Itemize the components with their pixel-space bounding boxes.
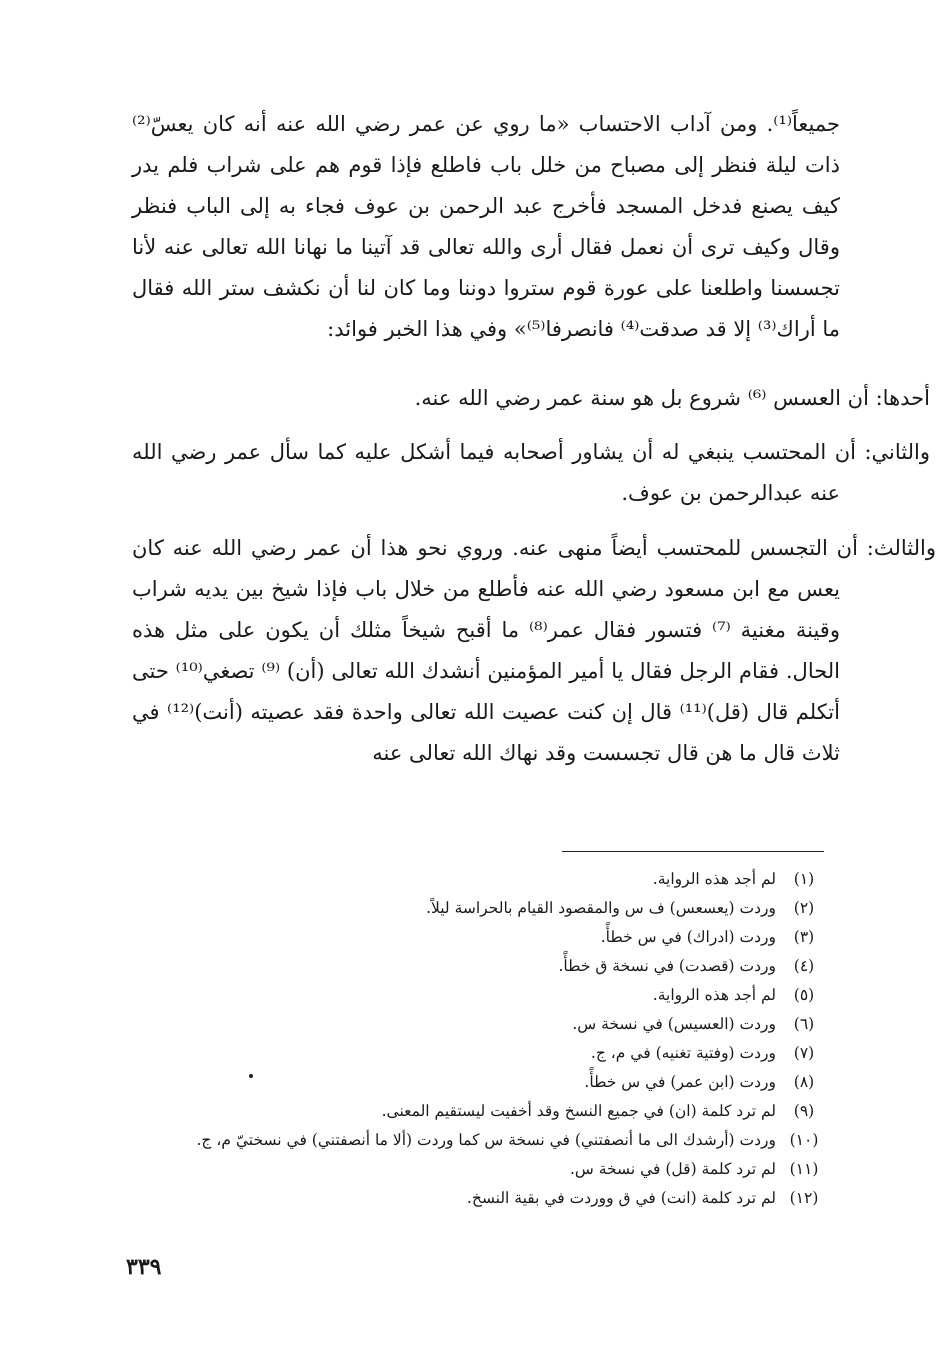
footnote-item — [120, 957, 832, 986]
footnote-number: (١١) — [789, 1160, 819, 1178]
footnote-text: وردت (ابن عمر) في س خطأً. — [584, 1073, 776, 1091]
intro-paragraph: جميعاً⁽¹⁾. ومن آداب الاحتساب «ما روي عن عمر رضي الله عنه أنه كان يعسّ⁽²⁾ ذات ليلة فنظر إلى مصباح من خلل باب فاطلع فإذا قوم هم على شراب فلم يدر كيف يصنع فدخل المسجد فأخرج عبد الرحمن بن عوف فجاء به إلى الباب فنظر وقال وكيف ترى أن نعمل فقال أرى والله تعالى قد آتينا ما نهانا الله تعالى عنه لأنا تجسسنا واطلعنا على عورة قوم ستروا دوننا وما كان لنا أن نكشف ستر الله فقال ما أراك⁽³⁾ إلا قد صدقت⁽⁴⁾ فانصرفا⁽⁵⁾» وفي هذا الخبر فوائد: — [132, 112, 840, 341]
footnote-item — [120, 1102, 832, 1131]
footnote-number: (٩) — [793, 1102, 815, 1120]
footnote-number: (١٢) — [789, 1189, 819, 1207]
footnote-text: لم أجد هذه الرواية. — [652, 986, 776, 1004]
stray-mark — [249, 1074, 253, 1078]
page-number: ٣٣٩ — [126, 1254, 162, 1280]
footnote-text: وردت (يعسعس) ف س والمقصود القيام بالحراسة ليلاً. — [426, 899, 776, 917]
footnote-text: وردت (العسيس) في نسخة س. — [572, 1015, 776, 1033]
footnote-item — [120, 1044, 832, 1073]
footnote-text: وردت (وفتية تغنيه) في م، ج. — [590, 1044, 776, 1062]
footnote-number: (٢) — [793, 899, 815, 917]
footnote-item — [120, 1160, 832, 1189]
footnote-number: (١٠) — [789, 1131, 819, 1149]
footnote-text: وردت (قصدت) في نسخة ق خطأً. — [558, 957, 776, 975]
footnote-item — [120, 986, 832, 1015]
footnote-number: (٣) — [793, 928, 815, 946]
footnote-text: لم ترد كلمة (ان) في جميع النسخ وقد أخفيت ليستقيم المعنى. — [381, 1102, 776, 1120]
point-first: أحدها: أن العسس ⁽⁶⁾ شروع بل هو سنة عمر رضي الله عنه. — [414, 386, 930, 410]
footnote-text: لم ترد كلمة (قل) في نسخة س. — [569, 1160, 776, 1178]
footnote-item — [120, 899, 832, 928]
footnote-item — [120, 870, 832, 899]
footnote-item — [120, 1073, 832, 1102]
footnote-text: وردت (ادراك) في س خطأً. — [600, 928, 776, 946]
footnotes-list — [120, 870, 832, 1218]
footnote-number: (٧) — [793, 1044, 815, 1062]
footnote-number: (٥) — [793, 986, 815, 1004]
footnote-text: لم ترد كلمة (انت) في ق ووردت في بقية النسخ. — [466, 1189, 776, 1207]
footnote-item — [120, 1189, 832, 1218]
footnote-item — [120, 1015, 832, 1044]
footnote-number: (٨) — [793, 1073, 815, 1091]
footnote-item — [120, 1131, 832, 1160]
footnote-number: (٦) — [793, 1015, 815, 1033]
footnote-item — [120, 928, 832, 957]
footnote-number: (١) — [793, 870, 815, 888]
footnote-separator — [562, 851, 824, 852]
footnote-text: وردت (أرشدك الى ما أنصفتني) في نسخة س كما وردت (ألا ما أنصفتني) في نسختيّ م، ج. — [196, 1131, 776, 1149]
point-third: والثالث: أن التجسس للمحتسب أيضاً منهى عنه. وروي نحو هذا أن عمر رضي الله عنه كان يعس مع ابن مسعود رضي الله عنه فأطلع من خلال باب فإذا شيخ بين يديه شراب وقينة مغنية ⁽⁷⁾ فتسور فقال عمر⁽⁸⁾ ما أقبح شيخاً مثلك أن يكون على مثل هذه الحال. فقام الرجل فقال يا أمير المؤمنين أنشدك الله تعالى (أن) ⁽⁹⁾ تصغي⁽¹⁰⁾ حتى أتكلم قال (قل)⁽¹¹⁾ قال إن كنت عصيت الله تعالى واحدة فقد عصيته (أنت)⁽¹²⁾ في ثلاث قال ما هن قال تجسست وقد نهاك الله تعالى عنه — [132, 536, 936, 765]
footnote-number: (٤) — [793, 957, 815, 975]
footnote-text: لم أجد هذه الرواية. — [652, 870, 776, 888]
point-second: والثاني: أن المحتسب ينبغي له أن يشاور أصحابه فيما أشكل عليه كما سأل عمر رضي الله عنه عبدالرحمن بن عوف. — [132, 440, 930, 505]
